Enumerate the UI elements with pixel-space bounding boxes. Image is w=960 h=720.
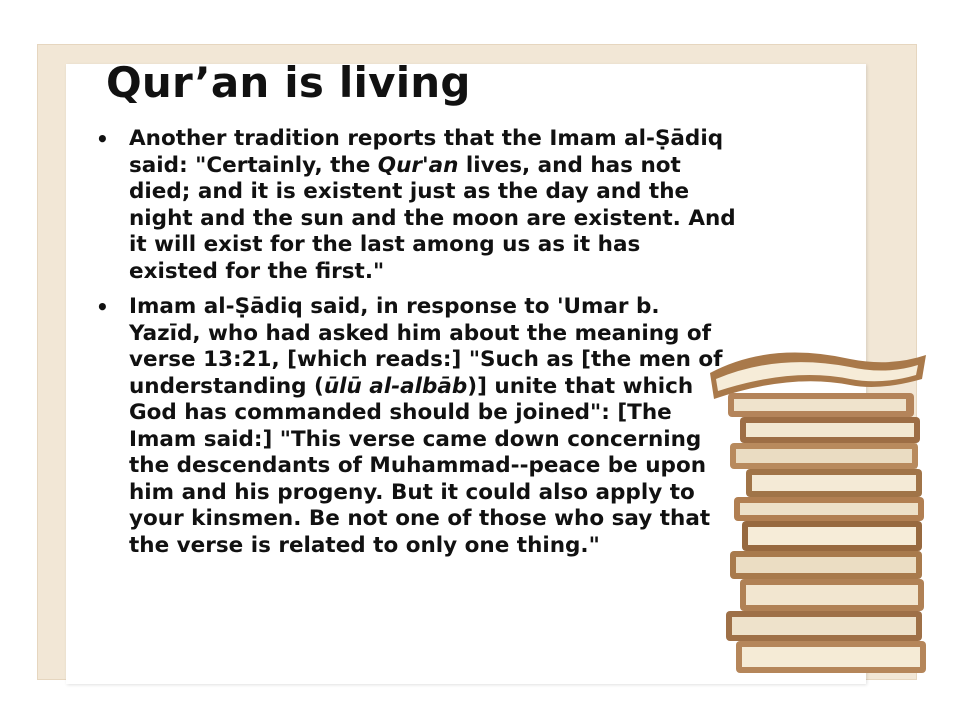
bullet-item <box>96 126 736 285</box>
bullet-icon: • <box>96 127 109 151</box>
book-icon <box>734 497 924 521</box>
book-icon <box>742 521 922 551</box>
bullet-text-part: lives, and has not died; and it is existent just as the day and the night and the sun and the moon are existent. And it will exist for the last among us as it has existed for the first." <box>129 152 736 284</box>
book-icon <box>736 641 926 673</box>
book-icon <box>740 579 924 611</box>
bullet-icon: • <box>96 295 109 319</box>
bullet-text <box>129 126 736 284</box>
bullet-text-part: Another tradition reports that the Imam al-Ṣādiq said: "Certainly, the <box>129 126 724 178</box>
bullet-item <box>96 294 736 559</box>
bullet-text-italic: Qur'an <box>377 152 459 178</box>
book-stack-image <box>700 345 932 675</box>
book-icon <box>730 551 922 579</box>
bullet-text-part: )] unite that which God has commanded should be joined": [The Imam said:] "This verse came down concerning the descendants of Muhammad--peace be upon him and his progeny. But it could also apply to your kinsmen. Be not one of those who say that the verse is related to only one thing." <box>129 373 711 558</box>
book-icon <box>726 611 922 641</box>
bullet-text-italic: ūlū al-albāb <box>323 373 468 399</box>
bullet-list <box>96 126 736 568</box>
open-book-icon <box>710 353 926 399</box>
book-icon <box>746 469 922 497</box>
book-icon <box>730 443 918 469</box>
bullet-text <box>129 294 723 558</box>
bullet-text-part: Imam al-Ṣādiq said, in response to 'Umar b. Yazīd, who had asked him about the meaning of verse 13:21, [which reads:] "Such as [the men of understanding ( <box>129 294 723 399</box>
book-icon <box>740 417 920 443</box>
slide-title: Qur’an is living <box>106 58 471 107</box>
book-icon <box>728 393 914 417</box>
